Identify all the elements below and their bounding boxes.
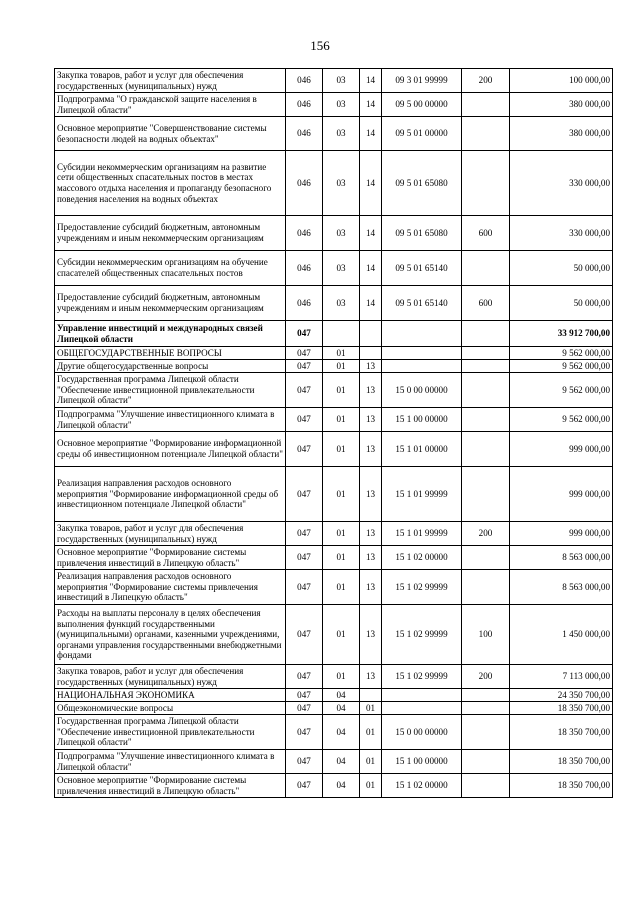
row-target-article: 15 1 02 00000 [382,546,462,570]
row-amount: 999 000,00 [510,522,613,546]
row-target-article: 15 1 00 00000 [382,750,462,774]
row-amount: 330 000,00 [510,151,613,216]
row-section: 01 [323,570,360,605]
row-subsection [360,689,382,702]
row-expense-type [462,93,510,117]
row-expense-type [462,467,510,522]
row-expense-type: 600 [462,216,510,251]
row-name: Закупка товаров, работ и услуг для обеспечения государственных (муниципальных) нужд [55,69,286,93]
row-ved-code: 046 [286,286,323,321]
row-amount: 9 562 000,00 [510,408,613,432]
row-name: Закупка товаров, работ и услуг для обеспечения государственных (муниципальных) нужд [55,522,286,546]
row-section: 01 [323,467,360,522]
row-subsection: 13 [360,522,382,546]
row-name: Подпрограмма "О гражданской защите населения в Липецкой области" [55,93,286,117]
row-amount: 50 000,00 [510,286,613,321]
row-subsection: 13 [360,360,382,373]
row-ved-code: 047 [286,360,323,373]
table-row [55,373,613,408]
row-section [323,321,360,347]
row-ved-code: 047 [286,605,323,665]
row-expense-type [462,408,510,432]
row-expense-type [462,360,510,373]
row-ved-code: 046 [286,151,323,216]
row-expense-type [462,570,510,605]
row-expense-type [462,347,510,360]
row-expense-type: 100 [462,605,510,665]
row-name: Основное мероприятие "Совершенствование системы безопасности людей на водных объектах" [55,117,286,151]
row-subsection: 14 [360,216,382,251]
row-name: Расходы на выплаты персоналу в целях обеспечения выполнения функций государственными (муниципальными) органами, казенными учреждениями, органами управления государственными внебюджетными фондами [55,605,286,665]
row-subsection: 14 [360,117,382,151]
row-section: 01 [323,408,360,432]
row-expense-type: 200 [462,665,510,689]
row-target-article [382,360,462,373]
row-name: Управление инвестиций и международных связей Липецкой области [55,321,286,347]
row-ved-code: 047 [286,570,323,605]
table-row [55,522,613,546]
row-name: Основное мероприятие "Формирование системы привлечения инвестиций в Липецкую область" [55,774,286,798]
row-amount: 999 000,00 [510,432,613,467]
row-name: Подпрограмма "Улучшение инвестиционного климата в Липецкой области" [55,750,286,774]
row-section: 04 [323,702,360,715]
row-expense-type [462,251,510,286]
row-subsection: 13 [360,408,382,432]
row-expense-type: 200 [462,69,510,93]
row-amount: 7 113 000,00 [510,665,613,689]
row-section: 03 [323,251,360,286]
row-subsection: 13 [360,373,382,408]
row-amount: 24 350 700,00 [510,689,613,702]
table-row [55,360,613,373]
row-ved-code: 046 [286,93,323,117]
row-section: 01 [323,373,360,408]
row-subsection: 13 [360,467,382,522]
row-amount: 1 450 000,00 [510,605,613,665]
row-amount: 50 000,00 [510,251,613,286]
table-row [55,689,613,702]
row-target-article [382,321,462,347]
row-section: 01 [323,347,360,360]
row-expense-type [462,151,510,216]
row-expense-type [462,432,510,467]
row-name: Основное мероприятие "Формирование информационной среды об инвестиционном потенциале Липецкой области" [55,432,286,467]
row-name: Государственная программа Липецкой области "Обеспечение инвестиционной привлекательности Липецкой области" [55,373,286,408]
row-section: 03 [323,117,360,151]
row-section: 03 [323,286,360,321]
row-section: 04 [323,774,360,798]
row-expense-type [462,715,510,750]
table-row [55,570,613,605]
row-amount: 9 562 000,00 [510,360,613,373]
row-expense-type: 200 [462,522,510,546]
row-ved-code: 047 [286,546,323,570]
table-row [55,546,613,570]
row-target-article: 15 0 00 00000 [382,715,462,750]
table-row [55,93,613,117]
row-name: Основное мероприятие "Формирование системы привлечения инвестиций в Липецкую область" [55,546,286,570]
row-amount: 18 350 700,00 [510,774,613,798]
row-ved-code: 046 [286,216,323,251]
row-subsection: 14 [360,286,382,321]
row-name: Реализация направления расходов основного мероприятия "Формирование системы привлечения инвестиций в Липецкую область" [55,570,286,605]
row-name: ОБЩЕГОСУДАРСТВЕННЫЕ ВОПРОСЫ [55,347,286,360]
row-name: Субсидии некоммерческим организациям на обучение спасателей общественных спасательных постов [55,251,286,286]
row-amount: 9 562 000,00 [510,347,613,360]
row-ved-code: 046 [286,251,323,286]
row-ved-code: 046 [286,117,323,151]
row-amount: 999 000,00 [510,467,613,522]
row-expense-type [462,774,510,798]
row-name: Реализация направления расходов основного мероприятия "Формирование информационной среды об инвестиционном потенциале Липецкой области" [55,467,286,522]
row-name: Предоставление субсидий бюджетным, автономным учреждениям и иным некоммерческим организациям [55,286,286,321]
row-subsection: 14 [360,251,382,286]
row-section: 04 [323,689,360,702]
row-subsection: 01 [360,750,382,774]
row-section: 01 [323,665,360,689]
row-target-article: 15 1 01 99999 [382,467,462,522]
row-section: 01 [323,546,360,570]
row-amount: 18 350 700,00 [510,702,613,715]
row-amount: 18 350 700,00 [510,715,613,750]
row-amount: 380 000,00 [510,93,613,117]
row-section: 03 [323,69,360,93]
row-subsection: 14 [360,69,382,93]
table-row [55,605,613,665]
row-subsection: 01 [360,774,382,798]
row-target-article: 15 0 00 00000 [382,373,462,408]
table-row [55,750,613,774]
row-ved-code: 047 [286,373,323,408]
row-ved-code: 047 [286,347,323,360]
row-ved-code: 047 [286,750,323,774]
budget-table-body [55,69,613,798]
row-section: 03 [323,93,360,117]
row-name: НАЦИОНАЛЬНАЯ ЭКОНОМИКА [55,689,286,702]
row-name: Предоставление субсидий бюджетным, автономным учреждениям и иным некоммерческим организациям [55,216,286,251]
row-section: 03 [323,151,360,216]
row-subsection: 13 [360,546,382,570]
row-subsection: 13 [360,432,382,467]
row-amount: 8 563 000,00 [510,570,613,605]
row-expense-type [462,689,510,702]
row-target-article: 09 5 01 65080 [382,216,462,251]
row-subsection: 01 [360,702,382,715]
row-amount: 9 562 000,00 [510,373,613,408]
row-subsection: 13 [360,665,382,689]
row-amount: 380 000,00 [510,117,613,151]
row-subsection [360,321,382,347]
row-amount: 33 912 700,00 [510,321,613,347]
row-section: 01 [323,432,360,467]
row-subsection: 13 [360,570,382,605]
row-name: Государственная программа Липецкой области "Обеспечение инвестиционной привлекательности Липецкой области" [55,715,286,750]
row-ved-code: 046 [286,69,323,93]
row-target-article: 15 1 01 99999 [382,522,462,546]
row-section: 03 [323,216,360,251]
row-amount: 100 000,00 [510,69,613,93]
row-name: Другие общегосударственные вопросы [55,360,286,373]
row-target-article: 15 1 00 00000 [382,408,462,432]
row-expense-type [462,546,510,570]
row-subsection: 01 [360,715,382,750]
row-ved-code: 047 [286,665,323,689]
row-target-article: 09 3 01 99999 [382,69,462,93]
row-target-article: 09 5 01 65140 [382,286,462,321]
row-subsection: 14 [360,93,382,117]
table-row [55,216,613,251]
row-amount: 8 563 000,00 [510,546,613,570]
table-row [55,286,613,321]
table-row [55,408,613,432]
row-target-article: 09 5 00 00000 [382,93,462,117]
row-target-article: 15 1 02 99999 [382,665,462,689]
table-row [55,774,613,798]
row-expense-type [462,321,510,347]
row-expense-type [462,117,510,151]
row-target-article [382,689,462,702]
row-amount: 18 350 700,00 [510,750,613,774]
table-row [55,251,613,286]
row-name: Субсидии некоммерческим организациям на развитие сети общественных спасательных постов в местах массового отдыха населения и пропаганду безопасного поведения населения на водных объектах [55,151,286,216]
row-section: 04 [323,715,360,750]
row-target-article [382,347,462,360]
row-target-article: 09 5 01 65080 [382,151,462,216]
table-row [55,432,613,467]
table-row [55,715,613,750]
row-target-article: 15 1 02 99999 [382,605,462,665]
row-section: 01 [323,522,360,546]
row-name: Подпрограмма "Улучшение инвестиционного климата в Липецкой области" [55,408,286,432]
row-ved-code: 047 [286,408,323,432]
table-row [55,467,613,522]
row-target-article: 15 1 02 99999 [382,570,462,605]
row-target-article: 09 5 01 00000 [382,117,462,151]
table-row [55,321,613,347]
row-subsection: 13 [360,605,382,665]
budget-table [54,68,613,798]
row-target-article: 15 1 02 00000 [382,774,462,798]
table-row [55,665,613,689]
row-target-article [382,702,462,715]
row-ved-code: 047 [286,689,323,702]
row-ved-code: 047 [286,702,323,715]
row-expense-type [462,750,510,774]
table-row [55,69,613,93]
row-amount: 330 000,00 [510,216,613,251]
table-row [55,117,613,151]
row-name: Общеэкономические вопросы [55,702,286,715]
row-subsection: 14 [360,151,382,216]
row-ved-code: 047 [286,774,323,798]
row-expense-type [462,702,510,715]
table-row [55,151,613,216]
row-expense-type: 600 [462,286,510,321]
row-target-article: 09 5 01 65140 [382,251,462,286]
row-expense-type [462,373,510,408]
row-ved-code: 047 [286,715,323,750]
table-row [55,347,613,360]
table-row [55,702,613,715]
row-ved-code: 047 [286,432,323,467]
row-target-article: 15 1 01 00000 [382,432,462,467]
row-ved-code: 047 [286,467,323,522]
row-ved-code: 047 [286,321,323,347]
row-ved-code: 047 [286,522,323,546]
row-section: 01 [323,605,360,665]
row-section: 04 [323,750,360,774]
page-number: 156 [310,38,330,53]
row-subsection [360,347,382,360]
row-section: 01 [323,360,360,373]
row-name: Закупка товаров, работ и услуг для обеспечения государственных (муниципальных) нужд [55,665,286,689]
